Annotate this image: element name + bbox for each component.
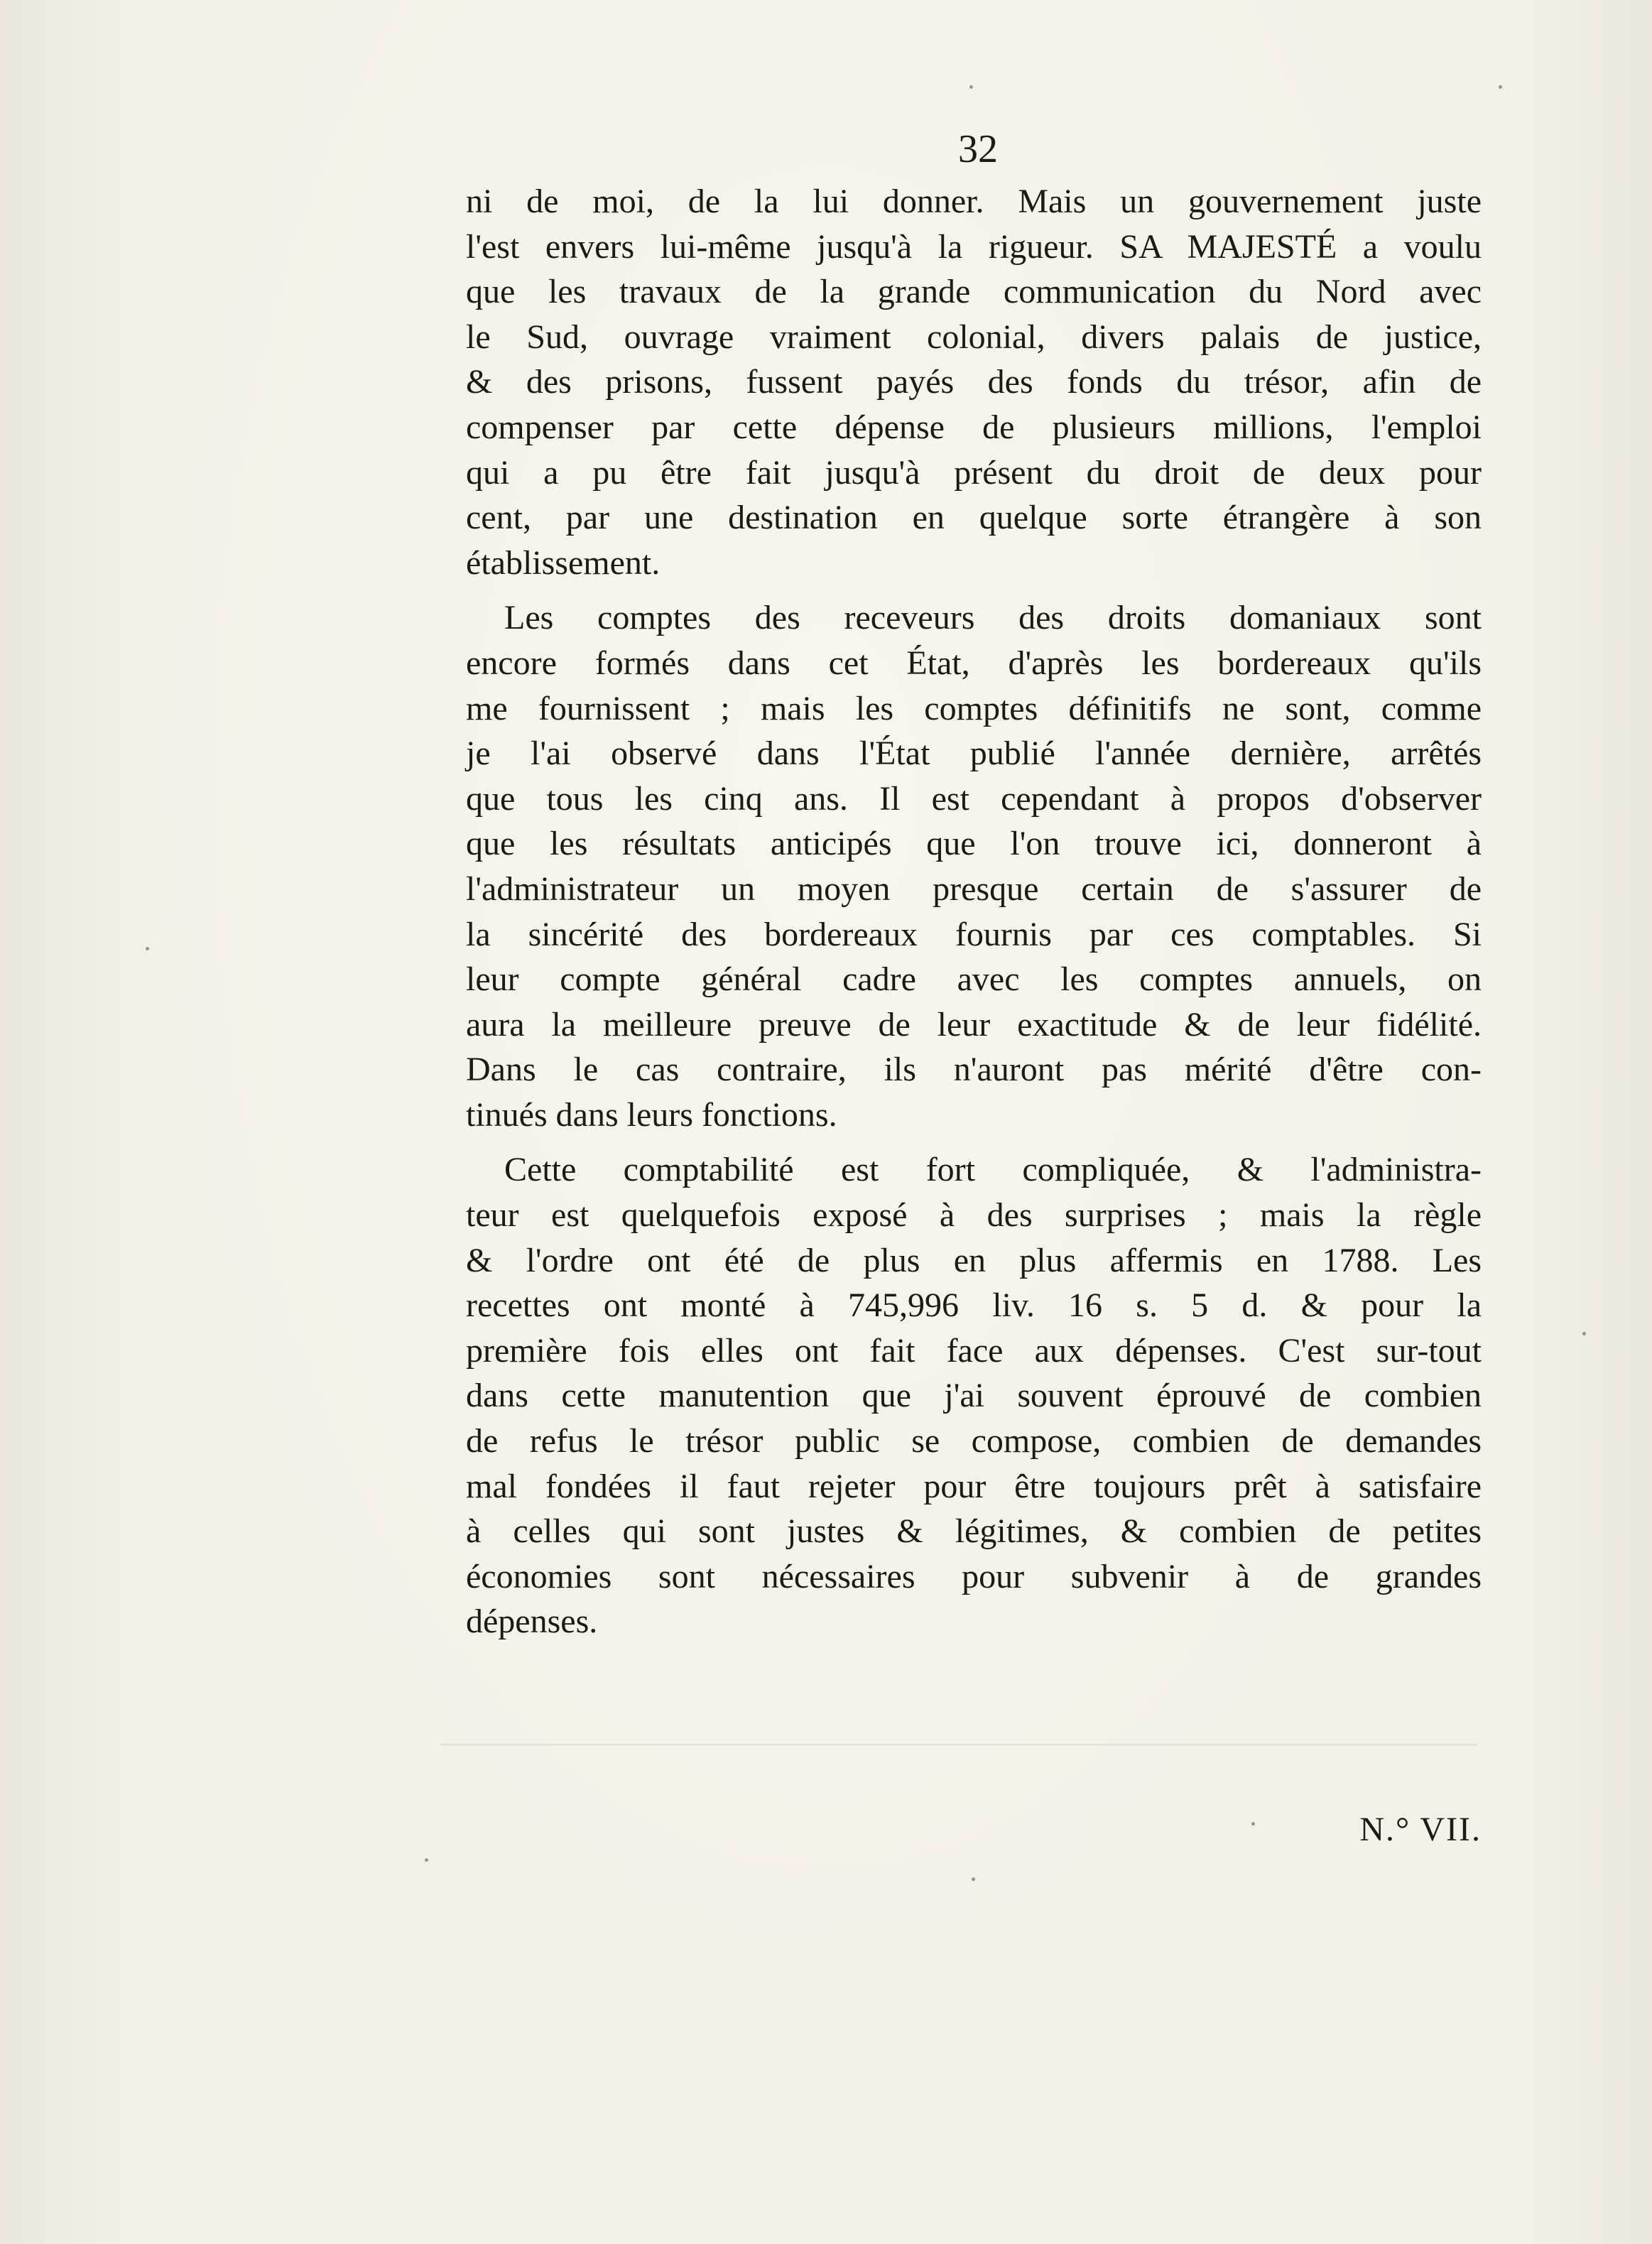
text-line: que les travaux de la grande communication du Nord avec bbox=[466, 273, 1482, 311]
paper-fleck bbox=[146, 947, 149, 950]
paper-fleck bbox=[425, 1858, 428, 1862]
page-number: 32 bbox=[958, 127, 998, 171]
text-line: économies sont nécessaires pour subvenir à de grandes bbox=[466, 1557, 1482, 1595]
text-line: leur compte général cadre avec les comptes annuels, on bbox=[466, 960, 1482, 999]
body-text bbox=[466, 179, 1482, 1644]
paper-fleck bbox=[1499, 85, 1502, 89]
text-line: établissement. bbox=[466, 543, 661, 582]
text-line: tinués dans leurs fonctions. bbox=[466, 1095, 837, 1134]
text-line: Les comptes des receveurs des droits domaniaux sont bbox=[504, 599, 1482, 637]
text-line: recettes ont monté à 745,996 liv. 16 s. 5 d. & pour la bbox=[466, 1286, 1482, 1325]
text-line: première fois elles ont fait face aux dépenses. C'est sur-tout bbox=[466, 1331, 1482, 1370]
text-line: Dans le cas contraire, ils n'auront pas mérité d'être con- bbox=[466, 1051, 1482, 1089]
paper-fleck bbox=[1582, 1332, 1586, 1335]
text-line: me fournissent ; mais les comptes définitifs ne sont, comme bbox=[466, 689, 1482, 727]
paper-fleck bbox=[969, 85, 973, 89]
text-line: de refus le trésor public se compose, combien de demandes bbox=[466, 1422, 1482, 1460]
text-line: je l'ai observé dans l'État publié l'année dernière, arrêtés bbox=[466, 735, 1482, 773]
text-line: Cette comptabilité est fort compliquée, & l'administra- bbox=[504, 1151, 1482, 1189]
paragraph-1 bbox=[466, 179, 1482, 585]
text-line: que tous les cinq ans. Il est cependant à propos d'observer bbox=[466, 779, 1482, 818]
text-line: teur est quelquefois exposé à des surprises ; mais la règle bbox=[466, 1196, 1482, 1235]
text-line: l'est envers lui-même jusqu'à la rigueur. SA MAJESTÉ a voulu bbox=[466, 227, 1482, 266]
paragraph-2 bbox=[466, 595, 1482, 1137]
text-line: le Sud, ouvrage vraiment colonial, divers palais de justice, bbox=[466, 318, 1482, 356]
text-line: ni de moi, de la lui donner. Mais un gouvernement juste bbox=[466, 183, 1482, 220]
text-line: cent, par une destination en quelque sorte étrangère à son bbox=[466, 499, 1482, 537]
show-through-rule bbox=[440, 1744, 1477, 1745]
text-line: la sincérité des bordereaux fournis par ces comptables. Si bbox=[466, 915, 1482, 953]
text-line: qui a pu être fait jusqu'à présent du droit de deux pour bbox=[466, 453, 1482, 492]
text-line: compenser par cette dépense de plusieurs millions, l'emploi bbox=[466, 408, 1482, 446]
text-line: encore formés dans cet État, d'après les bordereaux qu'ils bbox=[466, 644, 1482, 682]
text-line: dépenses. bbox=[466, 1603, 598, 1641]
paper-fleck bbox=[972, 1877, 975, 1881]
catchword: N.° VII. bbox=[1359, 1811, 1482, 1848]
paper-fleck bbox=[1251, 1822, 1255, 1826]
paragraph-3 bbox=[466, 1147, 1482, 1644]
text-line: mal fondées il faut rejeter pour être toujours prêt à satisfaire bbox=[466, 1467, 1482, 1505]
text-line: aura la meilleure preuve de leur exactitude & de leur fidélité. bbox=[466, 1005, 1482, 1044]
text-line: à celles qui sont justes & légitimes, & combien de petites bbox=[466, 1512, 1482, 1551]
text-line: dans cette manutention que j'ai souvent éprouvé de combien bbox=[466, 1377, 1482, 1415]
text-line: & des prisons, fussent payés des fonds du trésor, afin de bbox=[466, 363, 1482, 401]
text-line: & l'ordre ont été de plus en plus affermis en 1788. Les bbox=[466, 1241, 1482, 1279]
text-line: l'administrateur un moyen presque certain de s'assurer de bbox=[466, 869, 1482, 908]
text-line: que les résultats anticipés que l'on trouve ici, donneront à bbox=[466, 825, 1482, 863]
